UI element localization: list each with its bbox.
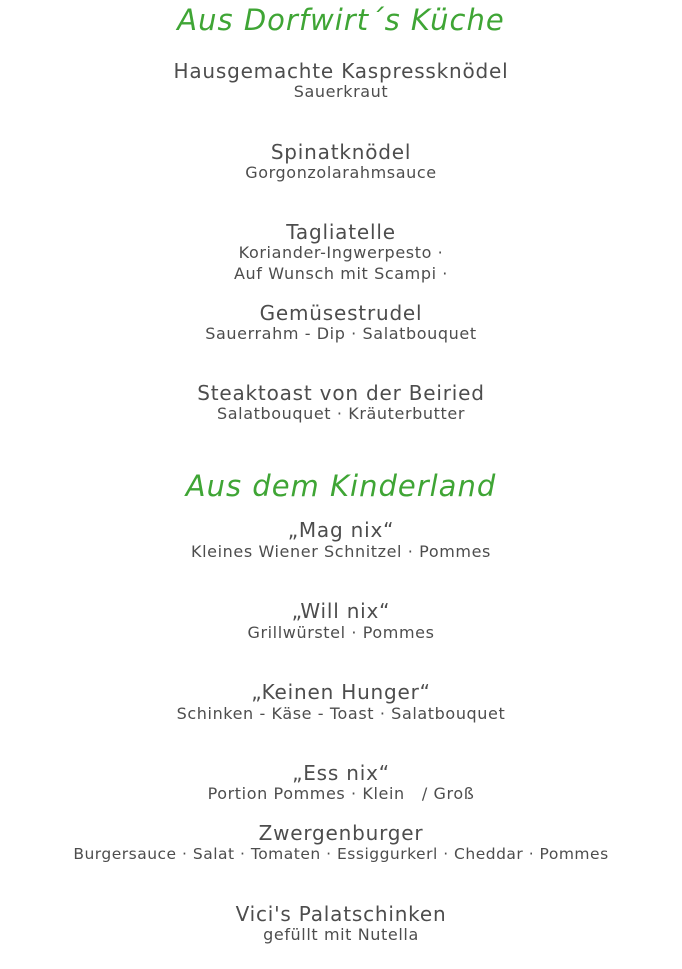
dish-name: Vici's Palatschinken [235,902,447,926]
dish-description: Burgersauce · Salat · Tomaten · Essiggurkerl · Cheddar · Pommes [73,845,609,863]
dish-description: Sauerkraut [293,82,389,101]
dish-description: Kleines Wiener Schnitzel · Pommes [191,542,491,561]
dish-description: Schinken - Käse - Toast · Salatbouquet [176,704,506,723]
dish-description: Portion Pommes · Klein / Groß [207,784,475,803]
dish-description: Salatbouquet · Kräuterbutter [216,404,466,423]
dish-name: „Mag nix“ [287,518,395,542]
dish-description: gefüllt mit Nutella [263,925,419,944]
section-title-kinderland: Aus dem Kinderland [185,469,497,503]
dish-name: Spinatknödel [270,140,412,164]
dish-description: Grillwürstel · Pommes [247,623,435,642]
dish-name: „Will nix“ [291,599,391,623]
dish-name: Gemüsestrudel [259,301,423,325]
dish-name: Tagliatelle [286,220,396,244]
dish-description: Koriander-Ingwerpesto · [238,243,444,262]
dish-name: Steaktoast von der Beiried [197,381,485,405]
section-title-dorfwirt: Aus Dorfwirt´s Küche [177,3,505,37]
dish-description: Auf Wunsch mit Scampi · [233,264,448,283]
dish-description: Gorgonzolarahmsauce [245,163,437,182]
dish-name: „Keinen Hunger“ [251,680,431,704]
dish-description: Sauerrahm - Dip · Salatbouquet [205,324,477,343]
dish-name: „Ess nix“ [292,761,390,785]
dish-name: Hausgemachte Kaspressknödel [173,59,509,83]
dish-name: Zwergenburger [258,821,424,845]
